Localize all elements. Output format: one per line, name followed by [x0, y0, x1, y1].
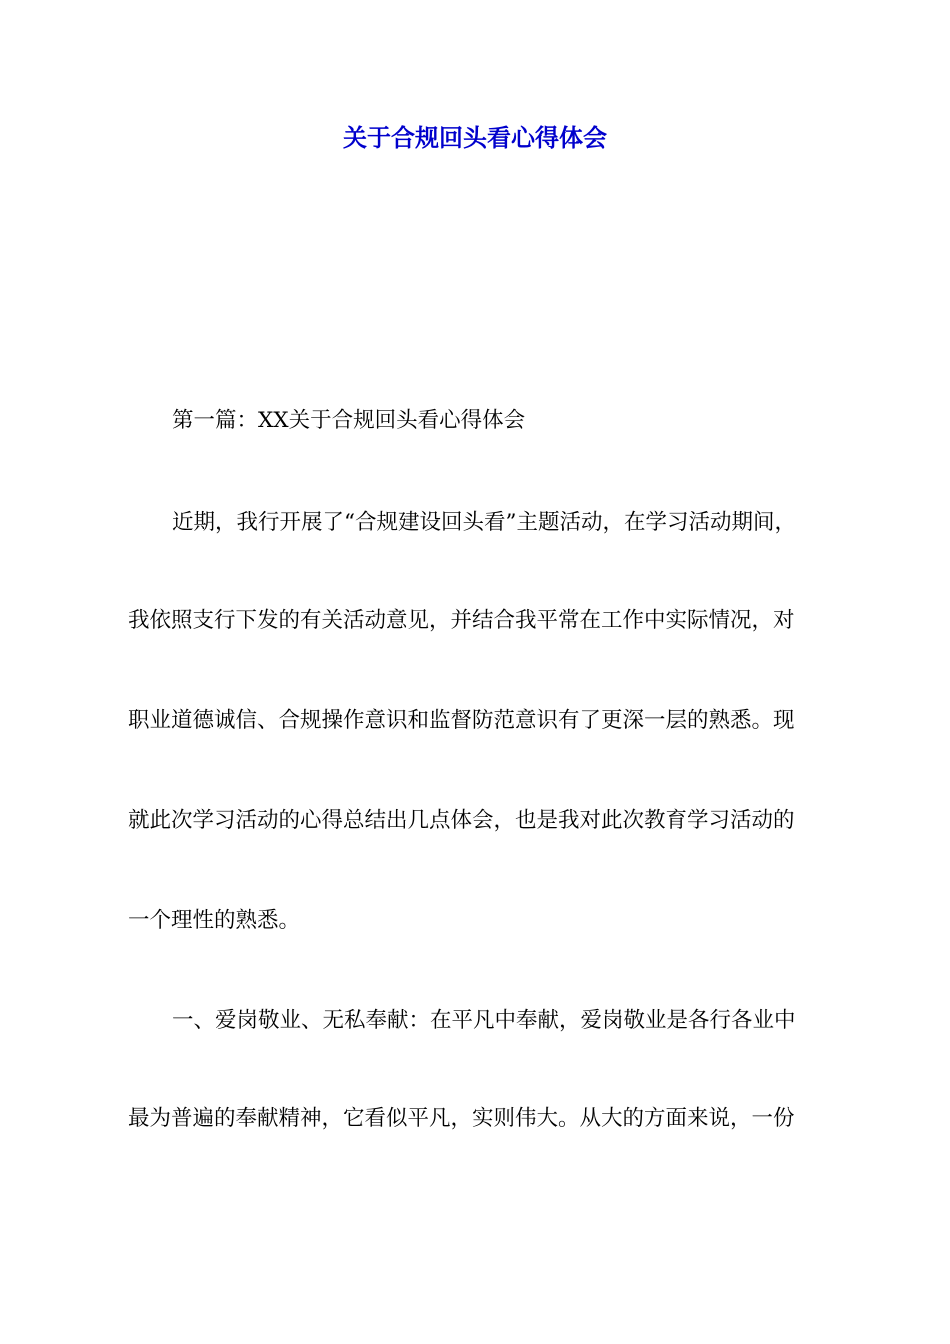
- paragraph1-line4: 就此次学习活动的心得总结出几点体会，也是我对此次教育学习活动的: [128, 808, 795, 833]
- paragraph2-line2: 最为普遍的奉献精神，它看似平凡，实则伟大。从大的方面来说，一份: [128, 1106, 795, 1131]
- paragraph2-line1: 一、爱岗敬业、无私奉献：在平凡中奉献，爱岗敬业是各行各业中: [172, 1008, 796, 1033]
- paragraph1-line5: 一个理性的熟悉。: [128, 908, 301, 933]
- section-heading: 第一篇：XX关于合规回头看心得体会: [172, 408, 526, 433]
- document-title: 关于合规回头看心得体会: [343, 124, 607, 152]
- paragraph1-line3: 职业道德诚信、合规操作意识和监督防范意识有了更深一层的熟悉。现: [128, 708, 795, 733]
- paragraph1-line1: 近期，我行开展了“合规建设回头看”主题活动，在学习活动期间，: [172, 510, 796, 535]
- paragraph1-line2: 我依照支行下发的有关活动意见，并结合我平常在工作中实际情况，对: [128, 608, 795, 633]
